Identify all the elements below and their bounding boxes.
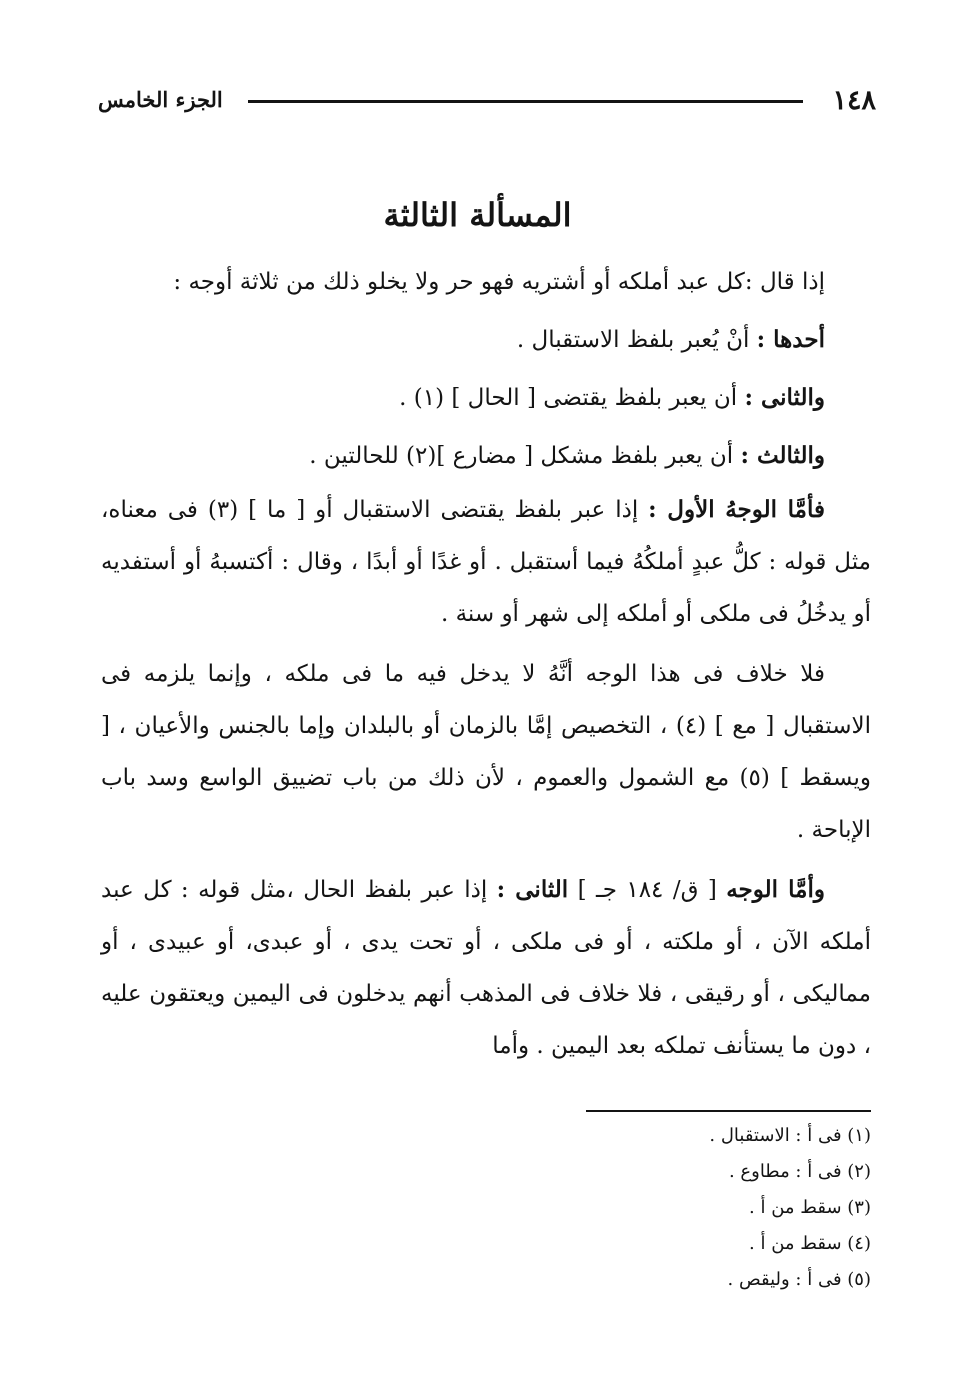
footnote-1: (١) فى أ : الاستقبال . xyxy=(709,1125,871,1146)
footnote-4: (٤) سقط من أ . xyxy=(749,1233,871,1254)
header-rule xyxy=(248,100,803,103)
case-three-text: أن يعبر بلفظ مشكل [ مضارع ](٢) للحالتين . xyxy=(309,443,741,469)
footnote-2: (٢) فى أ : مطاوع . xyxy=(728,1161,871,1182)
case-two xyxy=(101,372,871,424)
main-text xyxy=(101,256,871,1072)
manuscript-reference: [ ق/ ١٨٤ جـ ] xyxy=(568,877,727,903)
paragraph-second-case-lead: وأمَّا الوجه xyxy=(726,876,825,903)
page-number: ١٤٨ xyxy=(832,85,876,116)
case-one xyxy=(101,314,871,366)
paragraph-first-case xyxy=(101,484,871,640)
case-one-text: أنْ يُعبر بلفظ الاستقبال . xyxy=(516,327,757,353)
section-title: المسألة الثالثة xyxy=(383,196,572,234)
case-two-text: أن يعبر بلفظ يقتضى [ الحال ] (١) . xyxy=(399,385,745,411)
paragraph-ruling: فلا خلاف فى هذا الوجه أنَّهُ لا يدخل فيه ما فى ملكه ، وإنما يلزمه فى الاستقبال [ مع ] (٤) ، التخصيص إمَّا بالزمان أو بالبلدان وإما بالجنس والأعيان ، [ ويسقط ] (٥) مع الشمول والعموم ، لأن ذلك من باب تضييق الواسع وسد باب الإباحة . xyxy=(101,661,872,843)
paragraph-first-case-text: إذا عبر بلفظ يقتضى الاستقبال أو [ ما ] (٣) فى معناه، مثل قوله : كلُّ عبدٍ أملكُهُ فيما أستقبل . أو غدًا أو أبدًا ، وقال : أكتسبهُ أو أستفديه أو يدخُلُ فى ملكى أو أملكه إلى شهر أو سنة . xyxy=(101,497,871,627)
paragraph-first-case-lead: فأمَّا الوجهُ الأول : xyxy=(648,496,825,523)
case-one-lead: أحدها : xyxy=(756,326,825,353)
paragraph-second-case xyxy=(101,864,871,1072)
running-title: الجزء الخامس xyxy=(98,87,223,112)
case-three xyxy=(101,430,871,482)
case-two-lead: والثانى : xyxy=(744,384,825,411)
footnote-3: (٣) سقط من أ . xyxy=(749,1197,871,1218)
paragraph-second-case-text: إذا عبر بلفظ الحال ،مثل قوله : كل عبد أملكه الآن ، أو ملكته ، أو فى ملكى ، أو تحت يدى ، أو عبدى، أو عبيدى ، أو مماليكى ، أو رقيقى ، فلا خلاف فى المذهب أنهم يدخلون فى اليمين ويعتقون عليه ، دون ما يستأنف تملكه بعد اليمين . وأما xyxy=(101,877,871,1059)
page-header xyxy=(98,83,878,123)
footnote-separator xyxy=(586,1110,871,1112)
footnote-5: (٥) فى أ : وليقص . xyxy=(727,1269,871,1290)
footnotes xyxy=(451,1118,871,1298)
paragraph-second-case-lead-2: الثانى : xyxy=(496,876,569,903)
case-three-lead: والثالث : xyxy=(740,442,825,469)
intro-paragraph: إذا قال :كل عبد أملكه أو أشتريه فهو حر ولا يخلو ذلك من ثلاثة أوجه : xyxy=(173,269,825,295)
